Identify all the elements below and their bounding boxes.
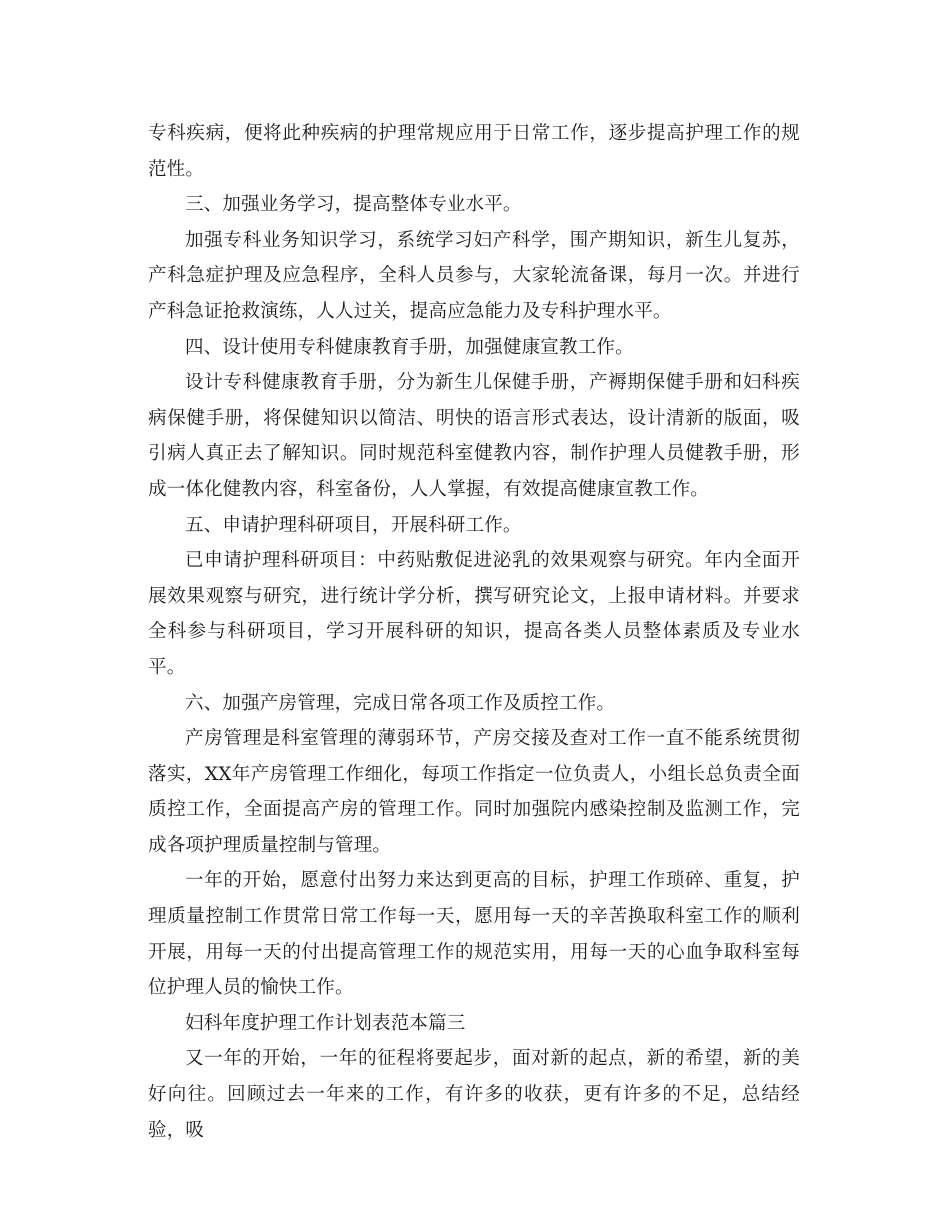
paragraph-intro: 又一年的开始，一年的征程将要起步，面对新的起点，新的希望，新的美好向往。回顾过去一年来的工作，有许多的收获，更有许多的不足，总结经验，吸 — [148, 1048, 800, 1141]
paragraph-5: 已申请护理科研项目：中药贴敷促进泌乳的效果观察与研究。年内全面开展效果观察与研究，进行统计学分析，撰写研究论文，上报申请材料。并要求全科参与科研项目，学习开展科研的知识，提高各类人员整体素质及专业水平。 — [148, 550, 800, 678]
paragraph-6: 产房管理是科室管理的薄弱环节，产房交接及查对工作一直不能系统贯彻落实，XX年产房管理工作细化，每项工作指定一位负责人，小组长总负责全面质控工作，全面提高产房的管理工作。同时加强院内感染控制及监测工作，完成各项护理质量控制与管理。 — [148, 728, 800, 856]
closing-paragraph: 一年的开始，愿意付出努力来达到更高的目标，护理工作琐碎、重复，护理质量控制工作贯常日常工作每一天，愿用每一天的辛苦换取科室工作的顺利开展，用每一天的付出提高管理工作的规范实用，用每一天的心血争取科室每位护理人员的愉快工作。 — [148, 870, 800, 999]
paragraph-3: 加强专科业务知识学习，系统学习妇产科学，围产期知识，新生儿复苏，产科急症护理及应急程序，全科人员参与，大家轮流备课，每月一次。并进行产科急证抢救演练，人人过关，提高应急能力及专科护理水平。 — [148, 229, 800, 322]
section-heading-5: 五、申请护理科研项目，开展科研工作。 — [185, 514, 522, 536]
article-title: 妇科年度护理工作计划表范本篇三 — [185, 1012, 466, 1034]
paragraph-continuation: 专科疾病，便将此种疾病的护理常规应用于日常工作，逐步提高护理工作的规范性。 — [148, 123, 800, 180]
paragraph-4: 设计专科健康教育手册，分为新生儿保健手册，产褥期保健手册和妇科疾病保健手册，将保健知识以简洁、明快的语言形式表达，设计清新的版面，吸引病人真正去了解知识。同时规范科室健教内容，制作护理人员健教手册，形成一体化健教内容，科室备份，人人掌握，有效提高健康宣教工作。 — [148, 372, 800, 500]
section-heading-4: 四、设计使用专科健康教育手册，加强健康宣教工作。 — [185, 336, 634, 358]
section-heading-6: 六、加强产房管理，完成日常各项工作及质控工作。 — [185, 692, 616, 714]
section-heading-3: 三、加强业务学习，提高整体专业水平。 — [185, 194, 522, 216]
document-body — [148, 116, 800, 1148]
